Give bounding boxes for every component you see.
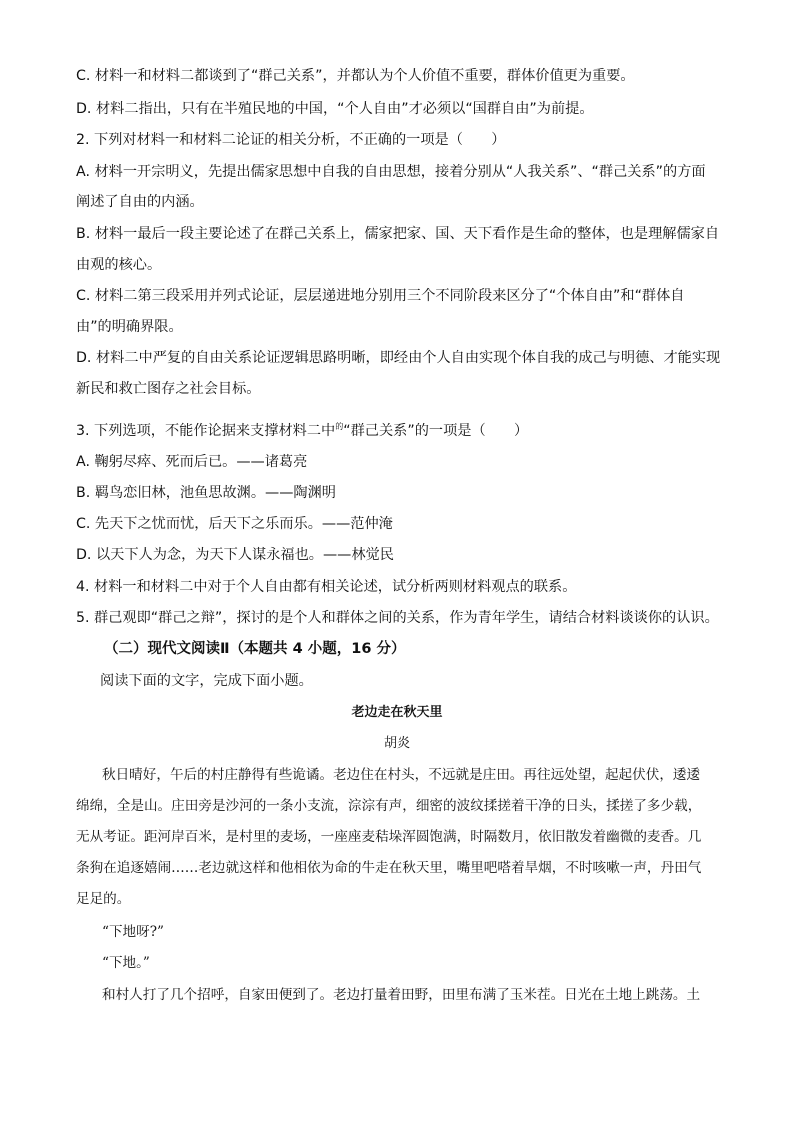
q2-option-c-line1: C. 材料二第三段采用并列式论证，层层递进地分别用三个不同阶段来区分了“个体自由”和“群体自 <box>76 288 685 304</box>
story-author: 胡炎 <box>383 736 410 751</box>
q1-option-d: D. 材料二指出，只有在半殖民地的中国，“个人自由”才必须以“国群自由”为前提。 <box>76 101 594 117</box>
q3-option-c: C. 先天下之忧而忧，后天下之乐而乐。——范仲淹 <box>76 516 393 532</box>
story-dialogue-2: “下地。” <box>102 955 150 971</box>
story-p1-line1: 秋日晴好，午后的村庄静得有些诡谲。老边住在村头，不远就是庄田。再往远处望，起起伏伏，逶逶 <box>102 767 701 783</box>
q2-option-b-line2: 由观的核心。 <box>76 257 162 273</box>
q3-stem <box>76 417 528 441</box>
q1-option-c: C. 材料一和材料二都谈到了“群己关系”，并都认为个人价值不重要，群体价值更为重要。 <box>76 68 635 84</box>
q2-option-a-line2: 阐述了自由的内涵。 <box>76 194 204 210</box>
story-p1-line5: 足足的。 <box>76 891 131 907</box>
q2-stem: 2. 下列对材料一和材料二论证的相关分析，不正确的一项是（ ） <box>76 132 506 148</box>
q3-stem-part2: “群己关系”的一项是（ ） <box>343 423 529 439</box>
story-p1-line3: 无从考证。距河岸百米，是村里的麦场，一座座麦秸垛浑圆饱满，时隔数月，依旧散发着幽微的麦香。几 <box>76 829 702 845</box>
q3-stem-part1: 3. 下列选项，不能作论据来支撑材料二中 <box>76 423 336 439</box>
story-p2-line1: 和村人打了几个招呼，自家田便到了。老边打量着田野，田里布满了玉米茬。日光在土地上跳荡。土 <box>102 987 701 1003</box>
q3-option-a: A. 鞠躬尽瘁、死而后已。——诸葛亮 <box>76 454 308 470</box>
q3-option-b: B. 羁鸟恋旧林，池鱼思故渊。——陶渊明 <box>76 485 336 501</box>
q5-question: 5. 群己观即“群己之辩”，探讨的是个人和群体之间的关系，作为青年学生，请结合材料谈谈你的认识。 <box>76 610 719 626</box>
story-p1-line2: 绵绵，全是山。庄田旁是沙河的一条小支流，淙淙有声，细密的波纹揉搓着干净的日头，揉搓了多少载， <box>76 798 702 814</box>
q3-stem-superscript: 的 <box>335 422 344 431</box>
story-p1-line4: 条狗在追逐嬉闹……老边就这样和他相依为命的牛走在秋天里，嘴里吧嗒着旱烟，不时咳嗽一声，丹田气 <box>76 860 702 876</box>
q4-question: 4. 材料一和材料二中对于个人自由都有相关论述，试分析两则材料观点的联系。 <box>76 579 577 595</box>
story-title: 老边走在秋天里 <box>351 705 443 720</box>
section-instruction: 阅读下面的文字，完成下面小题。 <box>100 673 313 689</box>
story-dialogue-1: “下地呀?” <box>102 924 164 940</box>
q3-option-d: D. 以天下人为念，为天下人谋永福也。——林觉民 <box>76 547 394 563</box>
q2-option-d-line2: 新民和救亡图存之社会目标。 <box>76 381 261 397</box>
q2-option-b-line1: B. 材料一最后一段主要论述了在群己关系上，儒家把家、国、天下看作是生命的整体，也是理解儒家自 <box>76 226 720 242</box>
q2-option-c-line2: 由”的明确界限。 <box>76 319 183 335</box>
q2-option-a-line1: A. 材料一开宗明义，先提出儒家思想中自我的自由思想，接着分别从“人我关系”、“群己关系”的方面 <box>76 164 706 180</box>
q2-option-d-line1: D. 材料二中严复的自由关系论证逻辑思路明晰，即经由个人自由实现个体自我的成己与明德、才能实现 <box>76 350 721 366</box>
section-heading: （二）现代文阅读Ⅱ（本题共 4 小题，16 分） <box>104 641 406 657</box>
